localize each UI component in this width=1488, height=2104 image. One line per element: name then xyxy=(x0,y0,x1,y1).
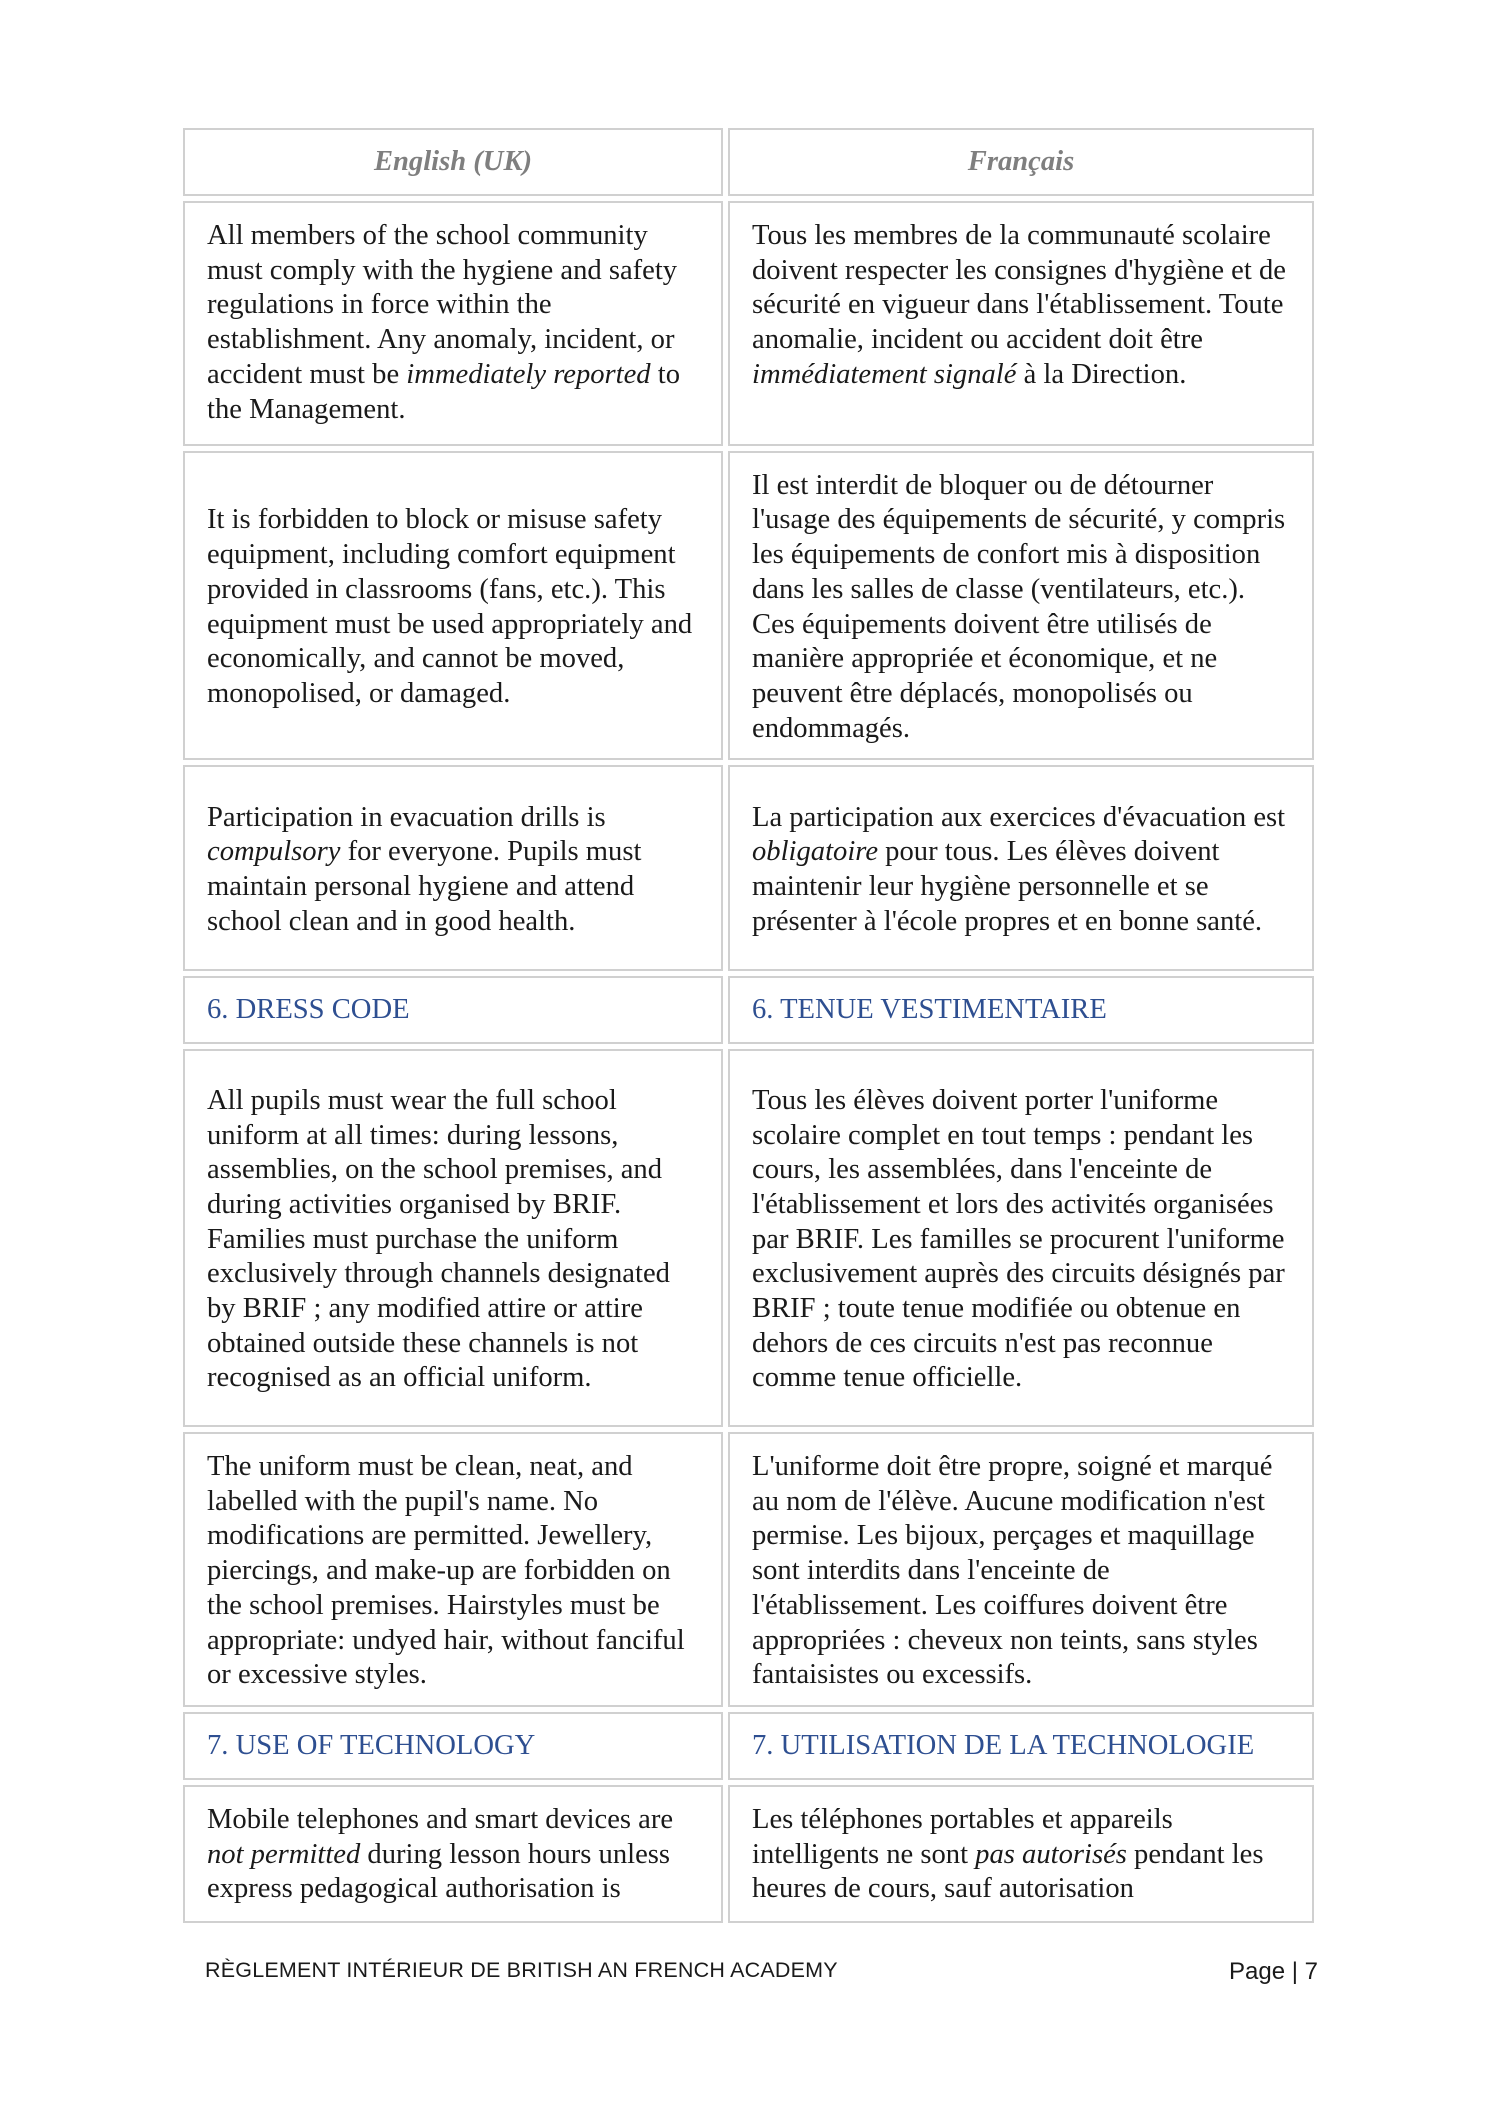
paragraph: Tous les élèves doivent porter l'uniforme scolaire complet en tout temps : pendant les cours, les assemblées, dans l'enceinte de l'établissement et lors des activités organisées par BRIF. Les familles se procurent l'uniforme exclusivement auprès des circuits désignés par BRIF ; toute tenue modifiée ou obtenue en dehors de ces circuits n'est pas reconnue comme tenue officielle. xyxy=(752,1084,1285,1394)
text: for everyone. Pupils must maintain personal hygiene and attend school clean and in good health. xyxy=(207,836,642,937)
paragraph: Il est interdit de bloquer ou de détourner l'usage des équipements de sécurité, y compris les équipements de confort mis à disposition dans les salles de classe (ventilateurs, etc.). Ces équipements doivent être utilisés de manière appropriée et économique, et ne peuvent être déplacés, monopolisés ou endommagés. xyxy=(752,469,1286,744)
table-row xyxy=(183,451,1314,760)
paragraph xyxy=(207,219,699,427)
emphasis: immediately reported xyxy=(406,358,651,390)
paragraph xyxy=(207,1803,699,1907)
bilingual-table xyxy=(183,128,1314,1928)
emphasis: immédiatement signalé xyxy=(752,358,1017,390)
header-english: English (UK) xyxy=(183,128,723,196)
paragraph xyxy=(752,801,1290,940)
section-heading-row xyxy=(183,1712,1314,1780)
cell-english xyxy=(183,451,723,760)
text: à la Direction. xyxy=(1016,358,1187,390)
header-french: Français xyxy=(728,128,1314,196)
section-heading-row xyxy=(183,976,1314,1044)
text: pendant les heures de cours, sauf autorisation xyxy=(752,1838,1264,1905)
paragraph: L'uniforme doit être propre, soigné et marqué au nom de l'élève. Aucune modification n'est permise. Les bijoux, perçages et maquillage sont interdits dans l'enceinte de l'établissement. Les coiffures doivent être appropriées : cheveux non teints, sans styles fantaisistes ou excessifs. xyxy=(752,1451,1273,1691)
emphasis: obligatoire xyxy=(752,836,879,868)
table-row xyxy=(183,1049,1314,1427)
cell-english xyxy=(183,1785,723,1923)
cell-french xyxy=(728,765,1314,971)
page-number: Page | 7 xyxy=(1229,1958,1318,1985)
section-heading-french: 7. UTILISATION DE LA TECHNOLOGIE xyxy=(728,1712,1314,1780)
cell-french xyxy=(728,1432,1314,1707)
paragraph xyxy=(207,801,699,940)
table-row xyxy=(183,1432,1314,1707)
text: La participation aux exercices d'évacuation est xyxy=(752,801,1286,833)
text: Les téléphones portables et appareils intelligents ne sont xyxy=(752,1804,1173,1870)
table-row xyxy=(183,765,1314,971)
paragraph xyxy=(752,1803,1290,1907)
section-heading-english: 7. USE OF TECHNOLOGY xyxy=(183,1712,723,1780)
cell-english xyxy=(183,201,723,446)
cell-english xyxy=(183,765,723,971)
cell-french xyxy=(728,451,1314,760)
section-heading-french: 6. TENUE VESTIMENTAIRE xyxy=(728,976,1314,1044)
cell-french xyxy=(728,201,1314,446)
cell-english xyxy=(183,1049,723,1427)
emphasis: pas autorisés xyxy=(975,1838,1127,1870)
table-row xyxy=(183,1785,1314,1923)
table-header-row xyxy=(183,128,1314,196)
cell-english xyxy=(183,1432,723,1707)
text: to the Management. xyxy=(207,358,680,425)
emphasis: not permitted xyxy=(207,1838,361,1870)
cell-french xyxy=(728,1049,1314,1427)
text: Participation in evacuation drills is xyxy=(207,801,606,833)
text: pour tous. Les élèves doivent maintenir leur hygiène personnelle et se présenter à l'école propres et en bonne santé. xyxy=(752,836,1263,937)
paragraph: All pupils must wear the full school uniform at all times: during lessons, assemblies, on the school premises, and during activities organised by BRIF. Families must purchase the uniform exclusively through channels designated by BRIF ; any modified attire or attire obtained outside these channels is not recognised as an official uniform. xyxy=(207,1084,670,1394)
text: Mobile telephones and smart devices are xyxy=(207,1804,674,1835)
cell-french xyxy=(728,1785,1314,1923)
emphasis: compulsory xyxy=(207,836,341,868)
footer-title: RÈGLEMENT INTÉRIEUR DE BRITISH AN FRENCH ACADEMY xyxy=(205,1958,838,1982)
text: Tous les membres de la communauté scolaire doivent respecter les consignes d'hygiène et de sécurité en vigueur dans l'établissement. Toute anomalie, incident ou accident doit être xyxy=(752,220,1286,356)
text: during lesson hours unless express pedagogical authorisation is xyxy=(207,1838,671,1905)
table-row xyxy=(183,201,1314,446)
section-heading-english: 6. DRESS CODE xyxy=(183,976,723,1044)
text: All members of the school community must comply with the hygiene and safety regulations in force within the establishment. Any anomaly, incident, or accident must be xyxy=(207,220,678,390)
paragraph: It is forbidden to block or misuse safety equipment, including comfort equipment provided in classrooms (fans, etc.). This equipment must be used appropriately and economically, and cannot be moved, monopolised, or damaged. xyxy=(207,504,693,709)
paragraph: The uniform must be clean, neat, and labelled with the pupil's name. No modifications are permitted. Jewellery, piercings, and make-up are forbidden on the school premises. Hairstyles must be appropriate: undyed hair, without fanciful or excessive styles. xyxy=(207,1451,685,1691)
paragraph xyxy=(752,219,1290,393)
